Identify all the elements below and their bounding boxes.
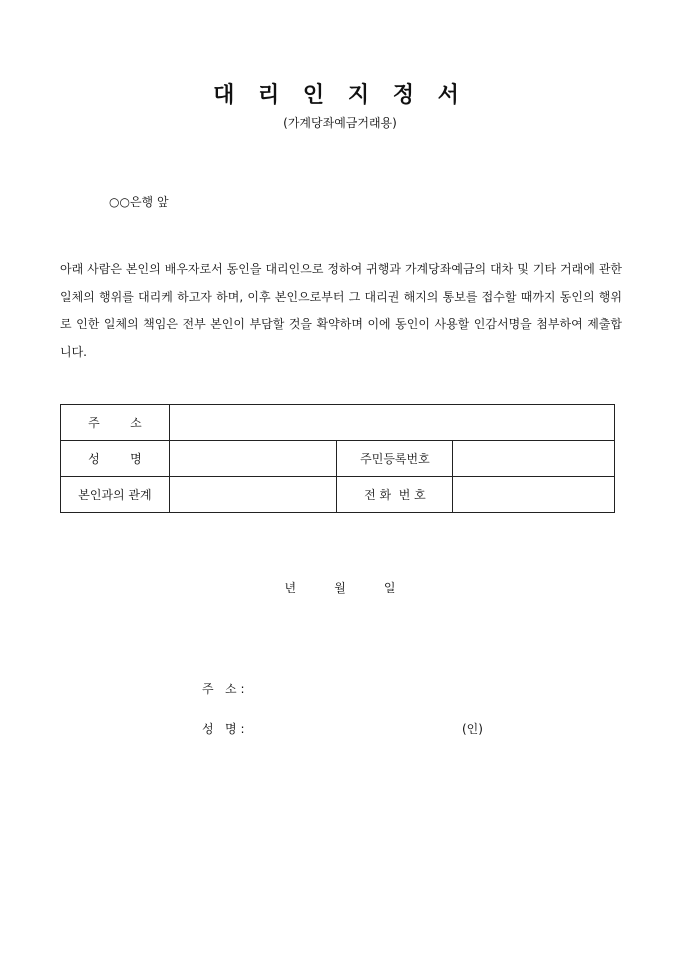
address-field[interactable]	[169, 405, 614, 441]
phone-label: 전 화 번 호	[337, 477, 453, 513]
date-line: 년 월 일	[284, 581, 396, 595]
address-row	[61, 405, 615, 441]
phone-field[interactable]	[453, 477, 615, 513]
document-title: 대 리 인 지 정 서	[213, 82, 467, 108]
name-field[interactable]	[169, 441, 337, 477]
agent-info-table	[60, 404, 615, 513]
resident-number-field[interactable]	[453, 441, 615, 477]
signature-address-label: 주 소 :	[202, 682, 245, 696]
relation-field[interactable]	[169, 477, 337, 513]
resident-number-label: 주민등록번호	[337, 441, 453, 477]
name-row	[61, 441, 615, 477]
relation-label: 본인과의 관계	[61, 477, 170, 513]
address-label: 주 소	[61, 405, 170, 441]
seal-mark: (인)	[462, 722, 483, 736]
document-subtitle: (가계당좌예금거래용)	[283, 116, 397, 130]
relation-row	[61, 477, 615, 513]
name-label: 성 명	[61, 441, 170, 477]
body-paragraph: 아래 사람은 본인의 배우자로서 동인을 대리인으로 정하여 귀행과 가계당좌예금의 대차 및 기타 거래에 관한 일체의 행위를 대리케 하고자 하며, 이후 본인으로부터 그 대리권 해지의 통보를 접수할 때까지 동인의 행위로 인한 일체의 책임은 전부 본인이 부담할 것을 확약하며 이에 동인이 사용할 인감서명을 첨부하여 제출합니다.	[60, 262, 622, 359]
recipient-line: ○○은행 앞	[109, 195, 169, 209]
signature-name-label: 성 명 :	[202, 722, 245, 736]
